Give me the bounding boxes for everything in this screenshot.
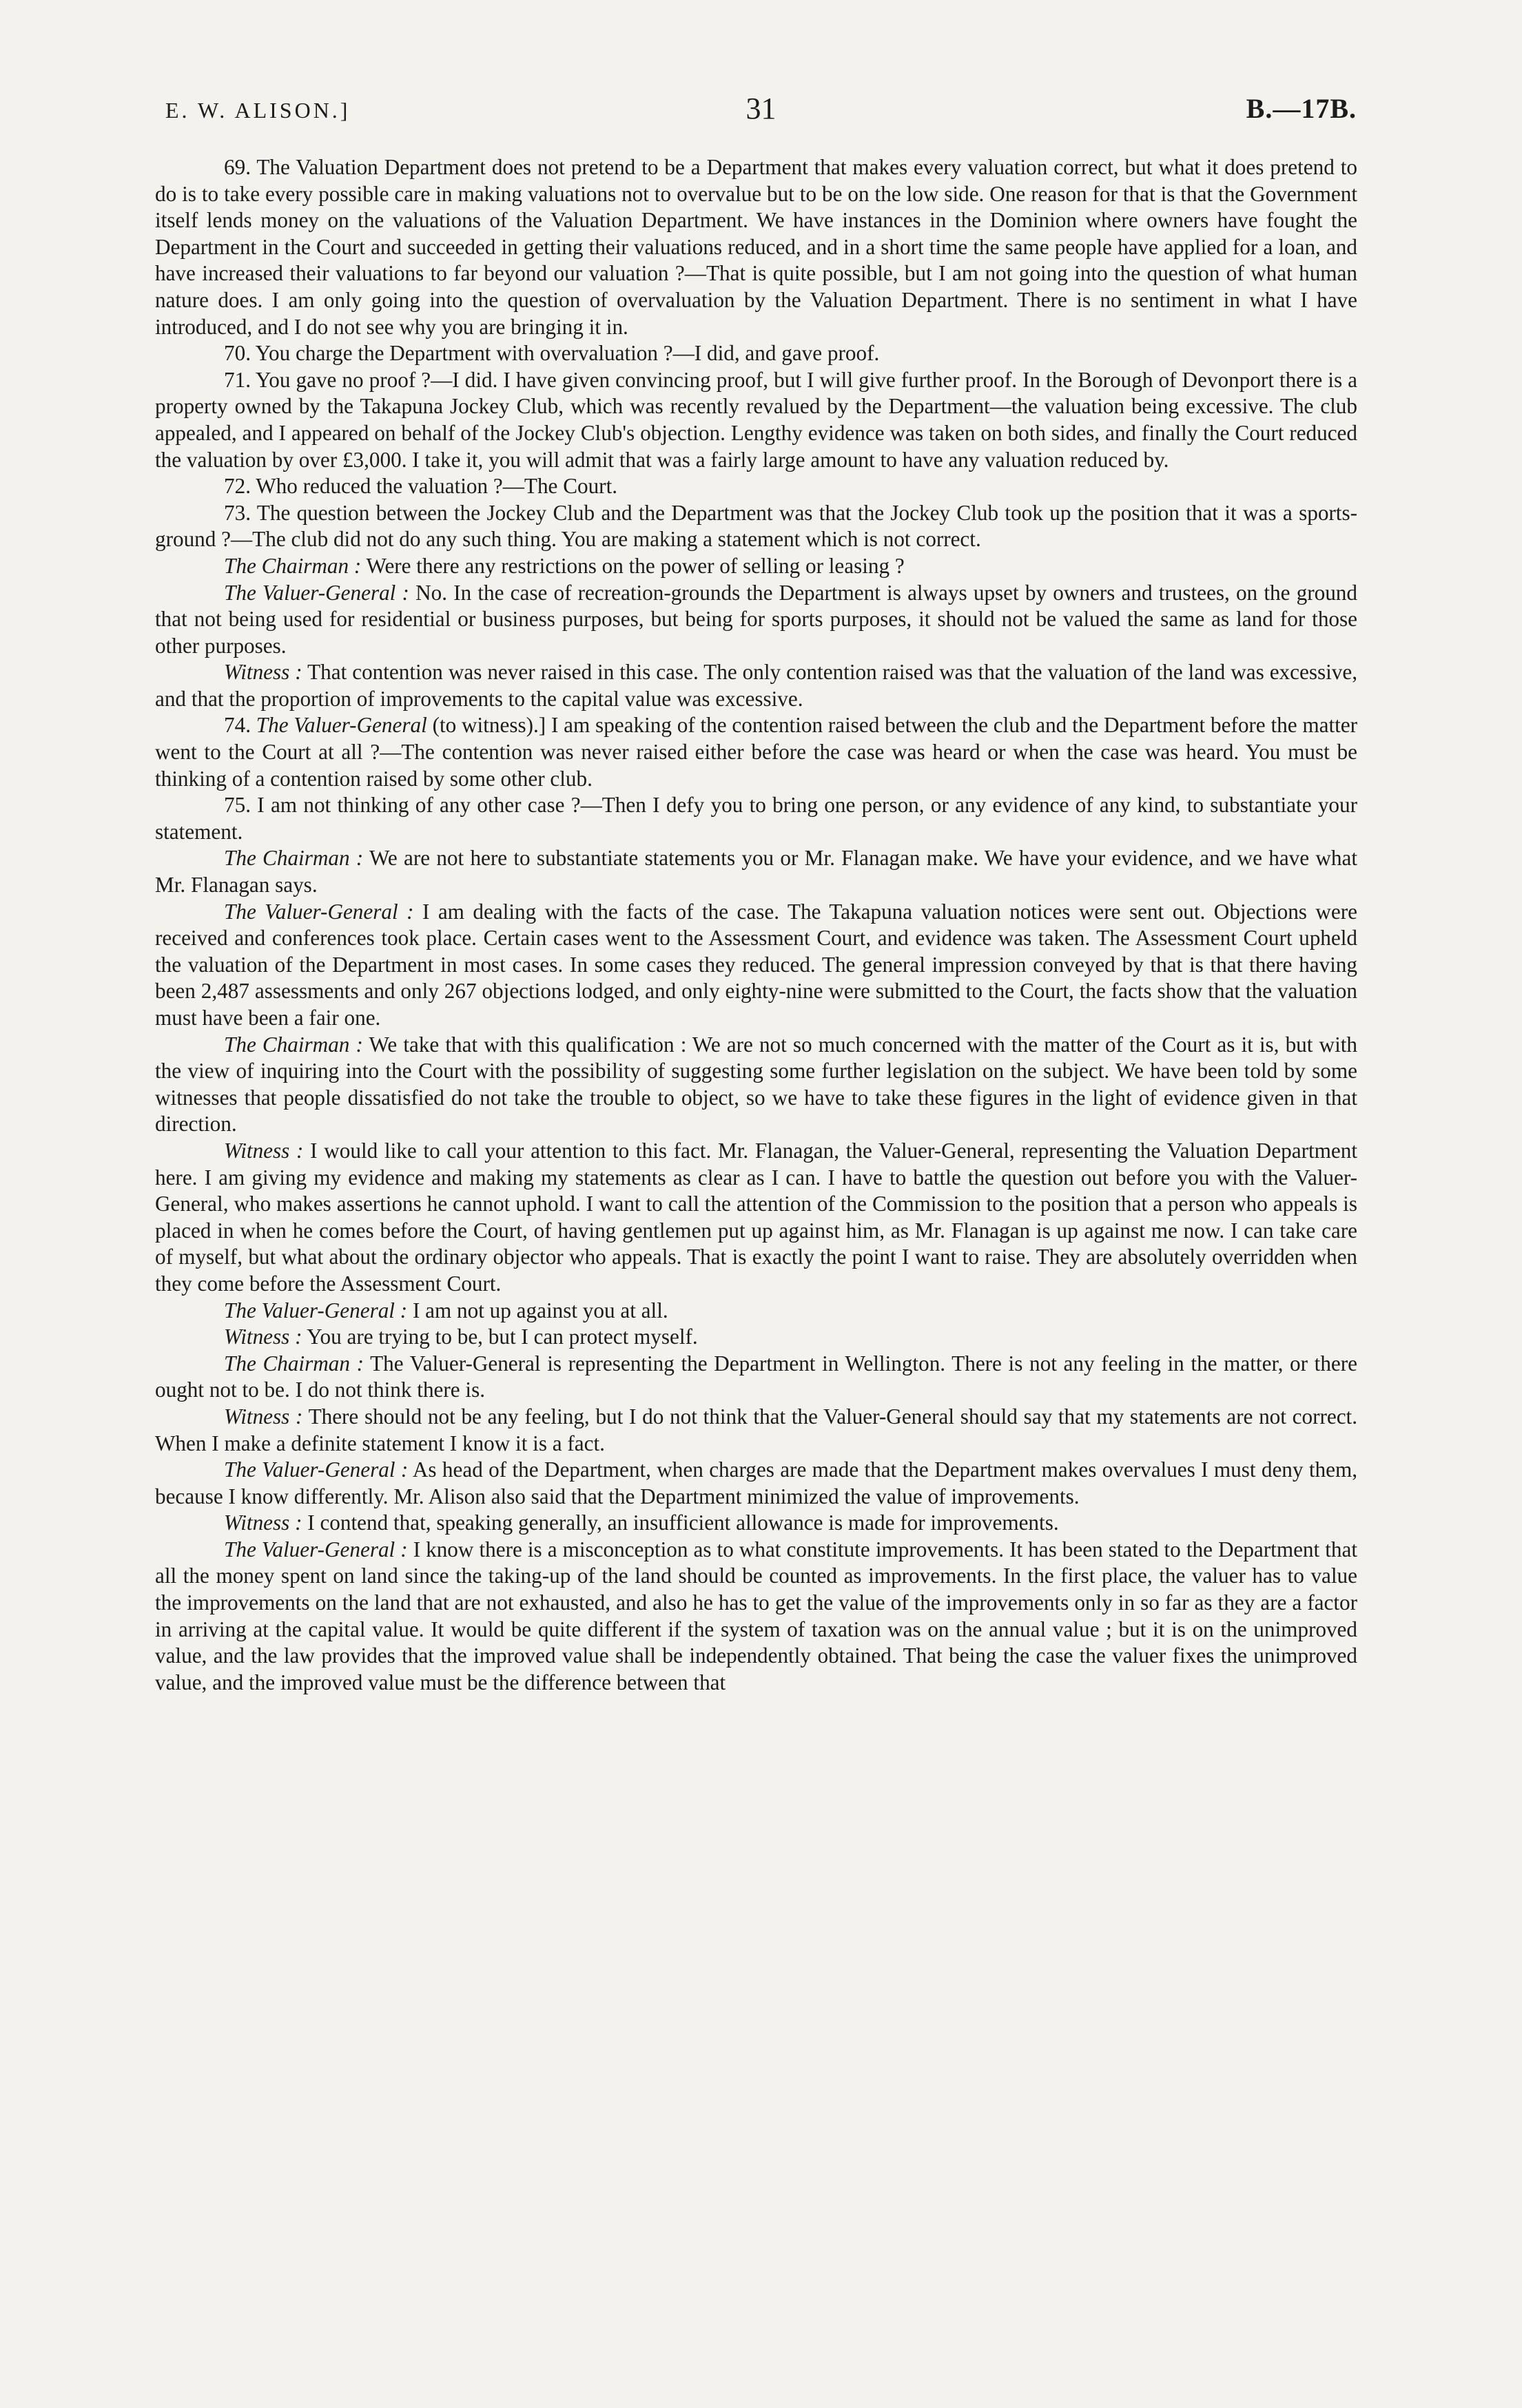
paragraph-text: We take that with this qualification : We are not so much concerned with the matter of the Court as it is, but with the view of inquiring into the Court with the possibility of suggesting some further legislation on the subject. We have been told by some witnesses that people dissatisfied do not take the trouble to object, so we have to take these figures in the light of evidence given in that direction.: [155, 1032, 1357, 1136]
paragraph: [155, 659, 1357, 712]
speaker-label: The Valuer-General :: [224, 580, 409, 605]
speaker-label: Witness :: [224, 1511, 302, 1535]
paragraph-text: I am dealing with the facts of the case. The Takapuna valuation notices were sent out. Objections were received and conferences took place. Certain cases went to the Assessment Court, and evidence was taken. The Assessment Court upheld the valuation of the Department in most cases. In some cases they reduced. The general impression conveyed by that is that there having been 2,487 assessments and only 267 objections lodged, and only eighty-nine were submitted to the Court, the facts show that the valuation must have been a fair one.: [155, 899, 1357, 1030]
paragraph-text: Were there any restrictions on the power of selling or leasing ?: [366, 553, 905, 578]
speaker-label: Witness :: [224, 660, 302, 685]
speaker-label: The Valuer-General :: [224, 1537, 408, 1561]
paragraph: [155, 1510, 1357, 1537]
paragraph-text: 73. The question between the Jockey Club and the Department was that the Jockey Club took up the position that it was a sports-ground ?—The club did not do any such thing. You are making a statement which is not correct.: [155, 500, 1357, 552]
paragraph: [155, 154, 1357, 340]
speaker-label: The Chairman :: [224, 1351, 364, 1376]
paragraph-text: I know there is a misconception as to what constitute improvements. It has been stated to the Department that all the money spent on land since the taking-up of the land should be counted as improvements. In the first place, the valuer has to value the improvements on the land that are not exhausted, and also he has to get the value of the improvements only in so far as they are a factor in arriving at the capital value. It would be quite different if the system of taxation was on the annual value ; but it is on the unimproved value, and the law provides that the improved value shall be independently obtained. That being the case the valuer fixes the unimproved value, and the improved value must be the difference between that: [155, 1537, 1357, 1694]
speaker-label: The Chairman :: [224, 846, 364, 871]
page-body: [155, 154, 1357, 1696]
speaker-label: The Valuer-General :: [224, 1457, 409, 1482]
question-number: 74.: [224, 713, 256, 738]
paragraph: [155, 580, 1357, 660]
speaker-label: Witness :: [224, 1325, 302, 1349]
paragraph: [155, 367, 1357, 473]
paragraph: [155, 899, 1357, 1032]
paragraph: [155, 1351, 1357, 1404]
paragraph-text: I would like to call your attention to this fact. Mr. Flanagan, the Valuer-General, representing the Valuation Department here. I am giving my evidence and making my statements as clear as I can. I have to battle the question out before you with the Valuer-General, who makes assertions he cannot uphold. I want to call the attention of the Commission to the position that a person who appeals is placed in when he comes before the Court, of having gentlemen put up against him, as Mr. Flanagan is up against me now. I can take care of myself, but what about the ordinary objector who appeals. That is exactly the point I want to raise. They are absolutely overridden when they come before the Assessment Court.: [155, 1138, 1358, 1296]
speaker-label: Witness :: [224, 1138, 304, 1163]
speaker-label: The Valuer-General: [256, 713, 427, 738]
paragraph-text: (to witness).] I am speaking of the contention raised between the club and the Department before the matter went to the Court at all ?—The contention was never raised either before the case was heard or when the case was heard. You must be thinking of a contention raised by some other club.: [155, 713, 1358, 791]
paragraph-text: 70. You charge the Department with overvaluation ?—I did, and gave proof.: [224, 341, 880, 366]
paragraph-text: 72. Who reduced the valuation ?—The Court.: [224, 474, 618, 499]
paragraph-text: I contend that, speaking generally, an insufficient allowance is made for improvements.: [307, 1511, 1059, 1535]
paragraph-text: That contention was never raised in this case. The only contention raised was that the valuation of the land was excessive, and that the proportion of improvements to the capital value was excessive.: [155, 660, 1357, 711]
paragraph: [155, 553, 1357, 580]
paragraph: [155, 1537, 1357, 1696]
paragraph-text: We are not here to substantiate statements you or Mr. Flanagan make. We have your evidence, and we have what Mr. Flanagan says.: [155, 846, 1358, 897]
paragraph: [155, 845, 1357, 898]
document-reference: B.—17B.: [1246, 93, 1357, 124]
paragraph-text: 75. I am not thinking of any other case ?—Then I defy you to bring one person, or any evidence of any kind, to substantiate your statement.: [155, 793, 1357, 844]
speaker-label: The Valuer-General :: [224, 1298, 408, 1322]
page-header: [165, 88, 1357, 129]
speaker-label: The Chairman :: [224, 1032, 363, 1057]
page-number: 31: [745, 92, 777, 125]
paragraph: [155, 340, 1357, 367]
paragraph-text: No. In the case of recreation-grounds the Department is always upset by owners and trustees, on the ground that not being used for residential or business purposes, but being for sports purposes, it should not be valued the same as land for those other purposes.: [155, 580, 1357, 658]
paragraph: [155, 1457, 1357, 1510]
paragraph: [155, 792, 1357, 845]
paragraph: [155, 712, 1357, 792]
paragraph: [155, 473, 1357, 500]
paragraph: [155, 1298, 1357, 1325]
paragraph: [155, 500, 1357, 553]
paragraph-text: 71. You gave no proof ?—I did. I have given convincing proof, but I will give further proof. In the Borough of Devonport there is a property owned by the Takapuna Jockey Club, which was recently revalued by the Department—the valuation being excessive. The club appealed, and I appeared on behalf of the Jockey Club's objection. Lengthy evidence was taken on both sides, and finally the Court reduced the valuation by over £3,000. I take it, you will admit that was a fairly large amount to have any valuation reduced by.: [155, 367, 1357, 472]
speaker-label: The Chairman :: [224, 553, 362, 578]
paragraph: [155, 1138, 1357, 1298]
paragraph-text: 69. The Valuation Department does not pretend to be a Department that makes every valuation correct, but what it does pretend to do is to take every possible care in making valuations not to overvalue but to be on the low side. One reason for that is that the Government itself lends money on the valuations of the Valuation Department. We have instances in the Dominion where owners have fought the Department in the Court and succeeded in getting their valuations reduced, and in a short time the same people have applied for a loan, and have increased their valuations to far beyond our valuation ?—That is quite possible, but I am not going into the question of what human nature does. I am only going into the question of overvaluation by the Valuation Department. There is no sentiment in what I have introduced, and I do not see why you are bringing it in.: [155, 155, 1357, 339]
speaker-label: The Valuer-General :: [224, 899, 414, 924]
paragraph-text: The Valuer-General is representing the Department in Wellington. There is not any feeling in the matter, or there ought not to be. I do not think there is.: [155, 1351, 1358, 1402]
paragraph-text: You are trying to be, but I can protect myself.: [307, 1325, 698, 1349]
speaker-label: Witness :: [224, 1404, 303, 1429]
paragraph-text: I am not up against you at all.: [412, 1298, 668, 1322]
paragraph-text: There should not be any feeling, but I do not think that the Valuer-General should say that my statements are not correct. When I make a definite statement I know it is a fact.: [155, 1404, 1358, 1455]
witness-name-header: E. W. ALISON.]: [165, 98, 351, 123]
paragraph: [155, 1404, 1357, 1457]
paragraph-text: As head of the Department, when charges are made that the Department makes overvalues I must deny them, because I know differently. Mr. Alison also said that the Department minimized the value of improvements.: [155, 1457, 1358, 1508]
paragraph: [155, 1032, 1357, 1138]
paragraph: [155, 1324, 1357, 1351]
